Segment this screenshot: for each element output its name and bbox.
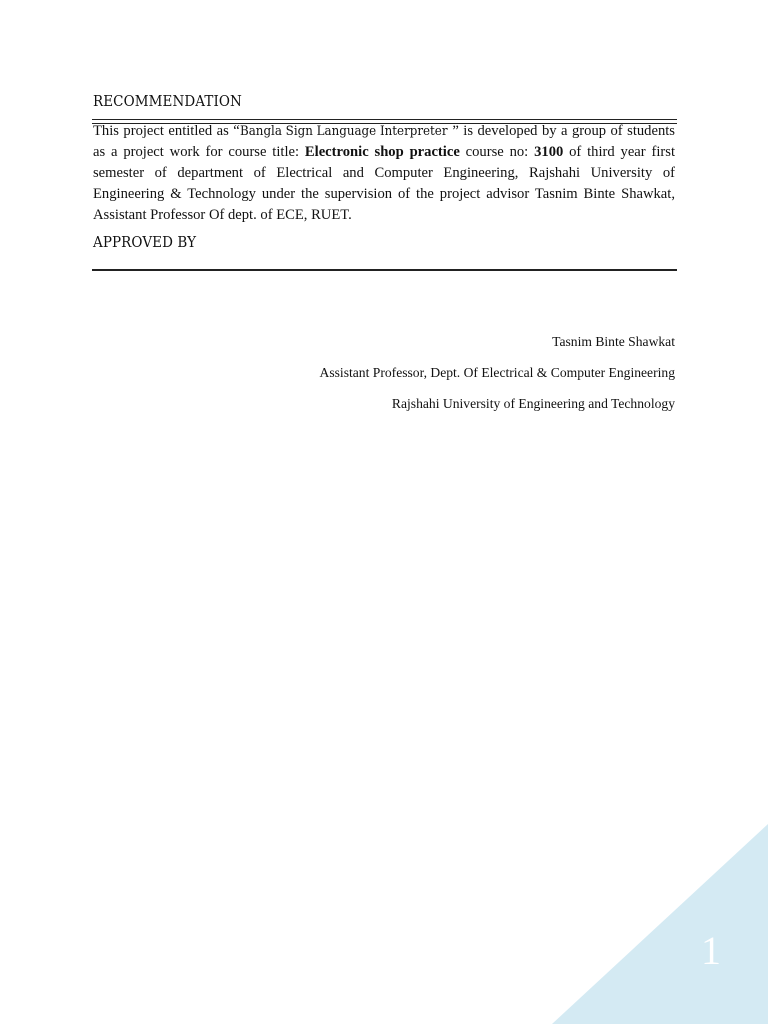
project-title: Bangla Sign Language Interpreter [239, 124, 448, 139]
course-number: 3100 [534, 144, 564, 160]
signatory-title: Assistant Professor, Dept. Of Electrical & Computer Engineering [319, 365, 675, 380]
page-number: 1 [701, 928, 721, 973]
text-after-title: ” is developed by a group of students as a project work for course title: [93, 123, 675, 160]
corner-triangle-decoration [552, 824, 768, 1024]
text-course-no: course no: [459, 144, 535, 160]
course-title: Electronic shop practice [304, 144, 460, 160]
text-before-title: This project entitled as “ [93, 123, 240, 139]
text-end: of third year first semester of department of Electrical and Computer Engineering, Rajshahi University of Engineering & Technology under the supervision of the project advisor Tasnim Binte Shawkat, Assistant Professor Of dept. of ECE, RUET. [93, 144, 675, 223]
signatory-university: Rajshahi University of Engineering and Technology [391, 396, 675, 411]
approval-divider [92, 269, 677, 271]
recommendation-paragraph [93, 121, 675, 226]
recommendation-heading: RECOMMENDATION [93, 94, 242, 110]
signatory-name: Tasnim Binte Shawkat [552, 334, 675, 349]
approved-by-heading: APPROVED BY [93, 235, 197, 251]
